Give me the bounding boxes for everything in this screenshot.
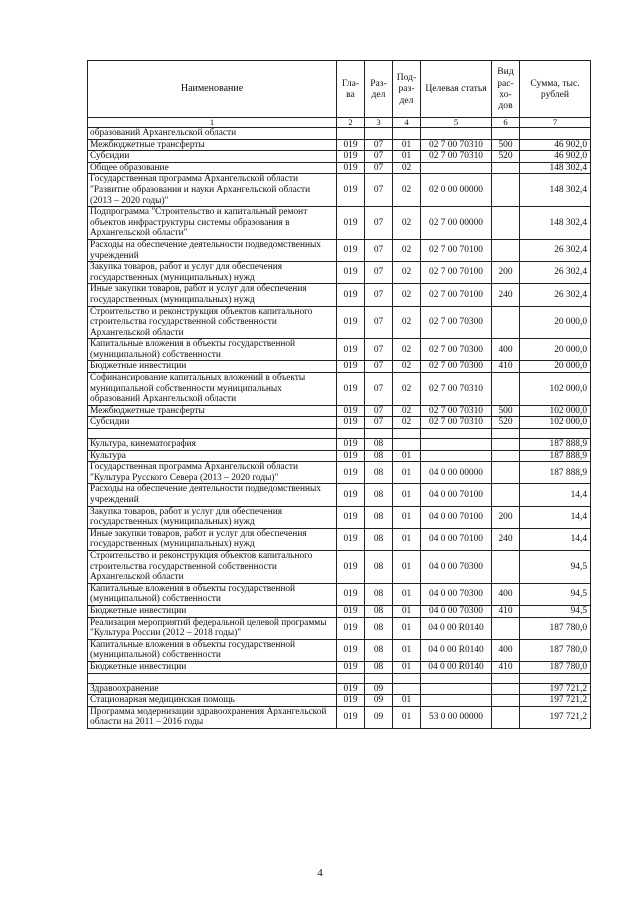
cell-vid — [492, 617, 520, 639]
cell-podrazdel — [393, 683, 421, 695]
cell-podrazdel: 01 — [393, 450, 421, 462]
cell-razdel — [365, 673, 393, 683]
cell-statya: 53 0 00 00000 — [421, 706, 492, 728]
cell-razdel: 07 — [365, 373, 393, 406]
cell-podrazdel — [393, 128, 421, 140]
cell-summa: 26 302,4 — [520, 239, 591, 261]
cell-statya — [421, 439, 492, 451]
cell-glava: 019 — [337, 207, 365, 240]
cell-glava: 019 — [337, 639, 365, 661]
table-row — [88, 417, 591, 429]
column-number: 3 — [365, 118, 393, 128]
cell-vid — [492, 439, 520, 451]
table-row — [88, 339, 591, 361]
cell-name: Иные закупки товаров, работ и услуг для обеспечения государственных (муниципальных) нужд — [88, 528, 337, 550]
cell-glava: 019 — [337, 405, 365, 417]
table-row — [88, 639, 591, 661]
cell-statya: 02 7 00 70300 — [421, 361, 492, 373]
cell-razdel: 08 — [365, 550, 393, 583]
cell-summa: 20 000,0 — [520, 361, 591, 373]
cell-podrazdel: 01 — [393, 583, 421, 605]
cell-vid — [492, 174, 520, 207]
cell-glava: 019 — [337, 706, 365, 728]
cell-statya: 02 7 00 70310 — [421, 151, 492, 163]
cell-summa: 20 000,0 — [520, 306, 591, 339]
table-row — [88, 450, 591, 462]
cell-name: Бюджетные инвестиции — [88, 361, 337, 373]
cell-podrazdel: 02 — [393, 373, 421, 406]
cell-name: Расходы на обеспечение деятельности подведомственных учреждений — [88, 239, 337, 261]
cell-podrazdel: 01 — [393, 639, 421, 661]
header-glava: Гла-ва — [337, 61, 365, 118]
table-row — [88, 583, 591, 605]
cell-name: Софинансирование капитальных вложений в объекты муниципальной собственности муниципальных образований Архангельской области — [88, 373, 337, 406]
cell-vid: 400 — [492, 639, 520, 661]
cell-statya — [421, 128, 492, 140]
cell-glava: 019 — [337, 139, 365, 151]
cell-statya: 02 7 00 70310 — [421, 417, 492, 429]
cell-podrazdel: 02 — [393, 361, 421, 373]
table-row — [88, 405, 591, 417]
cell-glava: 019 — [337, 683, 365, 695]
table-row — [88, 174, 591, 207]
cell-name: Культура — [88, 450, 337, 462]
cell-glava: 019 — [337, 462, 365, 484]
cell-vid — [492, 550, 520, 583]
column-number: 2 — [337, 118, 365, 128]
budget-table — [87, 60, 591, 729]
cell-summa: 26 302,4 — [520, 262, 591, 284]
cell-razdel: 08 — [365, 439, 393, 451]
cell-razdel: 08 — [365, 583, 393, 605]
cell-name: Закупка товаров, работ и услуг для обеспечения государственных (муниципальных) нужд — [88, 262, 337, 284]
cell-vid — [492, 673, 520, 683]
cell-vid: 500 — [492, 139, 520, 151]
table-row — [88, 706, 591, 728]
cell-podrazdel: 01 — [393, 484, 421, 506]
cell-podrazdel — [393, 673, 421, 683]
cell-vid — [492, 450, 520, 462]
cell-vid — [492, 484, 520, 506]
cell-vid — [492, 239, 520, 261]
cell-name: Бюджетные инвестиции — [88, 605, 337, 617]
cell-summa: 94,5 — [520, 605, 591, 617]
cell-name: Государственная программа Архангельской области "Развитие образования и науки Архангельской области (2013 – 2020 годы)" — [88, 174, 337, 207]
cell-statya — [421, 683, 492, 695]
cell-statya: 04 0 00 R0140 — [421, 639, 492, 661]
table-row — [88, 528, 591, 550]
table-row — [88, 361, 591, 373]
cell-podrazdel: 01 — [393, 506, 421, 528]
cell-glava: 019 — [337, 417, 365, 429]
cell-razdel: 08 — [365, 617, 393, 639]
cell-name: Субсидии — [88, 417, 337, 429]
cell-name: Капитальные вложения в объекты государственной (муниципальной) собственности — [88, 583, 337, 605]
cell-summa: 102 000,0 — [520, 405, 591, 417]
cell-summa: 187 888,9 — [520, 462, 591, 484]
column-number: 7 — [520, 118, 591, 128]
cell-statya: 04 0 00 R0140 — [421, 661, 492, 673]
cell-razdel: 08 — [365, 450, 393, 462]
cell-vid: 500 — [492, 405, 520, 417]
column-number: 6 — [492, 118, 520, 128]
cell-razdel: 07 — [365, 417, 393, 429]
cell-name: Межбюджетные трансферты — [88, 139, 337, 151]
cell-vid: 200 — [492, 506, 520, 528]
cell-statya: 04 0 00 70300 — [421, 550, 492, 583]
cell-podrazdel: 01 — [393, 706, 421, 728]
cell-razdel — [365, 429, 393, 439]
cell-razdel: 08 — [365, 484, 393, 506]
header-vid: Вид рас-хо-дов — [492, 61, 520, 118]
table-body — [88, 128, 591, 729]
cell-summa: 148 302,4 — [520, 174, 591, 207]
cell-name — [88, 673, 337, 683]
cell-summa: 187 888,9 — [520, 450, 591, 462]
cell-podrazdel: 02 — [393, 417, 421, 429]
cell-podrazdel: 01 — [393, 462, 421, 484]
cell-summa: 187 780,0 — [520, 639, 591, 661]
page-number: 4 — [317, 867, 323, 879]
column-number-row — [88, 118, 591, 128]
cell-podrazdel: 02 — [393, 339, 421, 361]
cell-podrazdel: 01 — [393, 661, 421, 673]
cell-summa: 26 302,4 — [520, 284, 591, 306]
cell-name: Государственная программа Архангельской области "Культура Русского Севера (2013 – 2020 годы)" — [88, 462, 337, 484]
table-row — [88, 262, 591, 284]
table-row — [88, 617, 591, 639]
cell-podrazdel: 01 — [393, 550, 421, 583]
cell-glava: 019 — [337, 361, 365, 373]
cell-podrazdel: 02 — [393, 207, 421, 240]
cell-razdel: 07 — [365, 339, 393, 361]
table-row — [88, 506, 591, 528]
column-number: 1 — [88, 118, 337, 128]
header-name: Наименование — [88, 61, 337, 118]
cell-podrazdel: 02 — [393, 405, 421, 417]
cell-razdel: 09 — [365, 706, 393, 728]
cell-name: Общее образование — [88, 162, 337, 174]
cell-glava: 019 — [337, 239, 365, 261]
cell-glava: 019 — [337, 528, 365, 550]
table-row — [88, 162, 591, 174]
cell-vid — [492, 683, 520, 695]
cell-name: Культура, кинематография — [88, 439, 337, 451]
table-row — [88, 373, 591, 406]
cell-statya — [421, 450, 492, 462]
cell-statya: 02 7 00 70100 — [421, 239, 492, 261]
cell-glava: 019 — [337, 605, 365, 617]
cell-podrazdel: 01 — [393, 617, 421, 639]
cell-glava — [337, 128, 365, 140]
cell-name: Межбюджетные трансферты — [88, 405, 337, 417]
cell-glava: 019 — [337, 695, 365, 707]
cell-vid — [492, 706, 520, 728]
cell-statya: 04 0 00 R0140 — [421, 617, 492, 639]
cell-glava — [337, 673, 365, 683]
cell-summa: 187 888,9 — [520, 439, 591, 451]
cell-glava: 019 — [337, 484, 365, 506]
cell-summa — [520, 673, 591, 683]
cell-podrazdel: 01 — [393, 605, 421, 617]
cell-glava: 019 — [337, 306, 365, 339]
cell-glava: 019 — [337, 373, 365, 406]
cell-statya: 04 0 00 00000 — [421, 462, 492, 484]
cell-summa: 148 302,4 — [520, 162, 591, 174]
cell-summa: 197 721,2 — [520, 695, 591, 707]
cell-razdel: 07 — [365, 306, 393, 339]
cell-name: Капитальные вложения в объекты государственной (муниципальной) собственности — [88, 639, 337, 661]
cell-glava: 019 — [337, 450, 365, 462]
cell-statya: 02 7 00 00000 — [421, 207, 492, 240]
table-header-row — [88, 61, 591, 118]
cell-summa: 14,4 — [520, 528, 591, 550]
cell-razdel: 07 — [365, 361, 393, 373]
cell-razdel: 07 — [365, 284, 393, 306]
cell-razdel: 07 — [365, 151, 393, 163]
cell-podrazdel — [393, 439, 421, 451]
cell-glava: 019 — [337, 174, 365, 207]
cell-vid: 240 — [492, 284, 520, 306]
cell-summa — [520, 429, 591, 439]
cell-vid: 520 — [492, 151, 520, 163]
cell-name: Капитальные вложения в объекты государственной (муниципальной) собственности — [88, 339, 337, 361]
column-number: 5 — [421, 118, 492, 128]
cell-vid — [492, 306, 520, 339]
table-row — [88, 151, 591, 163]
cell-razdel: 09 — [365, 695, 393, 707]
header-razdel: Раз-дел — [365, 61, 393, 118]
cell-name: Подпрограмма "Строительство и капитальный ремонт объектов инфраструктуры системы образования в Архангельской области" — [88, 207, 337, 240]
cell-glava: 019 — [337, 617, 365, 639]
cell-razdel — [365, 128, 393, 140]
cell-vid: 200 — [492, 262, 520, 284]
cell-vid — [492, 462, 520, 484]
cell-summa: 187 780,0 — [520, 617, 591, 639]
cell-statya: 02 0 00 00000 — [421, 174, 492, 207]
table-row — [88, 673, 591, 683]
cell-summa — [520, 128, 591, 140]
cell-razdel: 08 — [365, 639, 393, 661]
cell-summa: 102 000,0 — [520, 417, 591, 429]
cell-name: Строительство и реконструкция объектов капитального строительства государственной собственности Архангельской области — [88, 550, 337, 583]
cell-statya: 02 7 00 70100 — [421, 262, 492, 284]
cell-vid: 400 — [492, 339, 520, 361]
cell-statya — [421, 695, 492, 707]
cell-name — [88, 429, 337, 439]
cell-vid — [492, 429, 520, 439]
cell-statya — [421, 429, 492, 439]
cell-summa: 148 302,4 — [520, 207, 591, 240]
cell-statya: 04 0 00 70100 — [421, 506, 492, 528]
cell-razdel: 08 — [365, 528, 393, 550]
cell-glava — [337, 429, 365, 439]
cell-podrazdel: 02 — [393, 306, 421, 339]
cell-statya: 02 7 00 70310 — [421, 373, 492, 406]
cell-vid — [492, 207, 520, 240]
cell-glava: 019 — [337, 550, 365, 583]
cell-vid — [492, 373, 520, 406]
cell-summa: 14,4 — [520, 506, 591, 528]
cell-summa: 197 721,2 — [520, 706, 591, 728]
cell-statya: 04 0 00 70100 — [421, 484, 492, 506]
cell-podrazdel: 01 — [393, 139, 421, 151]
cell-razdel: 07 — [365, 405, 393, 417]
cell-razdel: 08 — [365, 661, 393, 673]
cell-vid: 400 — [492, 583, 520, 605]
cell-glava: 019 — [337, 506, 365, 528]
cell-statya: 02 7 00 70100 — [421, 284, 492, 306]
cell-statya: 02 7 00 70300 — [421, 339, 492, 361]
cell-vid — [492, 695, 520, 707]
table-row — [88, 462, 591, 484]
cell-name: Субсидии — [88, 151, 337, 163]
cell-glava: 019 — [337, 284, 365, 306]
cell-razdel: 07 — [365, 139, 393, 151]
cell-name: Расходы на обеспечение деятельности подведомственных учреждений — [88, 484, 337, 506]
cell-summa: 197 721,2 — [520, 683, 591, 695]
cell-summa: 94,5 — [520, 550, 591, 583]
table-row — [88, 439, 591, 451]
table-row — [88, 239, 591, 261]
cell-vid: 240 — [492, 528, 520, 550]
cell-glava: 019 — [337, 661, 365, 673]
cell-razdel: 07 — [365, 207, 393, 240]
cell-podrazdel — [393, 429, 421, 439]
table-row — [88, 139, 591, 151]
table-row — [88, 683, 591, 695]
cell-vid: 520 — [492, 417, 520, 429]
cell-name: Реализация мероприятий федеральной целевой программы "Культура России (2012 – 2018 годы)" — [88, 617, 337, 639]
cell-razdel: 07 — [365, 262, 393, 284]
cell-vid: 410 — [492, 661, 520, 673]
cell-glava: 019 — [337, 262, 365, 284]
column-number: 4 — [393, 118, 421, 128]
header-statya: Целевая статья — [421, 61, 492, 118]
cell-name: Стационарная медицинская помощь — [88, 695, 337, 707]
cell-name: Иные закупки товаров, работ и услуг для обеспечения государственных (муниципальных) нужд — [88, 284, 337, 306]
cell-razdel: 08 — [365, 462, 393, 484]
cell-name: Программа модернизации здравоохранения Архангельской области на 2011 – 2016 годы — [88, 706, 337, 728]
header-podrazdel: Под-раз-дел — [393, 61, 421, 118]
cell-razdel: 08 — [365, 605, 393, 617]
cell-glava: 019 — [337, 339, 365, 361]
cell-podrazdel: 02 — [393, 174, 421, 207]
cell-name: Здравоохранение — [88, 683, 337, 695]
cell-statya: 02 7 00 70300 — [421, 306, 492, 339]
cell-statya: 02 7 00 70310 — [421, 405, 492, 417]
cell-statya — [421, 673, 492, 683]
cell-statya: 04 0 00 70100 — [421, 528, 492, 550]
cell-statya: 04 0 00 70300 — [421, 583, 492, 605]
cell-razdel: 07 — [365, 162, 393, 174]
cell-glava: 019 — [337, 151, 365, 163]
cell-glava: 019 — [337, 162, 365, 174]
table-row — [88, 661, 591, 673]
cell-podrazdel: 01 — [393, 528, 421, 550]
cell-name: Закупка товаров, работ и услуг для обеспечения государственных (муниципальных) нужд — [88, 506, 337, 528]
table-row — [88, 128, 591, 140]
cell-razdel: 08 — [365, 506, 393, 528]
cell-statya: 02 7 00 70310 — [421, 139, 492, 151]
cell-podrazdel: 02 — [393, 162, 421, 174]
cell-statya: 04 0 00 70300 — [421, 605, 492, 617]
cell-razdel: 07 — [365, 174, 393, 207]
cell-summa: 46 902,0 — [520, 139, 591, 151]
cell-summa: 102 000,0 — [520, 373, 591, 406]
cell-statya — [421, 162, 492, 174]
cell-vid — [492, 128, 520, 140]
cell-name: образований Архангельской области — [88, 128, 337, 140]
cell-razdel: 09 — [365, 683, 393, 695]
table-row — [88, 429, 591, 439]
table-row — [88, 605, 591, 617]
table-row — [88, 284, 591, 306]
cell-summa: 46 902,0 — [520, 151, 591, 163]
table-row — [88, 306, 591, 339]
cell-vid: 410 — [492, 605, 520, 617]
cell-vid: 410 — [492, 361, 520, 373]
cell-glava: 019 — [337, 439, 365, 451]
table-row — [88, 484, 591, 506]
cell-podrazdel: 02 — [393, 239, 421, 261]
cell-summa: 14,4 — [520, 484, 591, 506]
cell-podrazdel: 02 — [393, 262, 421, 284]
header-summa: Сумма, тыс. рублей — [520, 61, 591, 118]
cell-glava: 019 — [337, 583, 365, 605]
table-row — [88, 207, 591, 240]
cell-razdel: 07 — [365, 239, 393, 261]
cell-podrazdel: 02 — [393, 284, 421, 306]
cell-summa: 20 000,0 — [520, 339, 591, 361]
cell-name: Строительство и реконструкция объектов капитального строительства государственной собственности Архангельской области — [88, 306, 337, 339]
cell-summa: 94,5 — [520, 583, 591, 605]
cell-summa: 187 780,0 — [520, 661, 591, 673]
table-row — [88, 695, 591, 707]
cell-podrazdel: 01 — [393, 695, 421, 707]
cell-name: Бюджетные инвестиции — [88, 661, 337, 673]
cell-podrazdel: 01 — [393, 151, 421, 163]
table-row — [88, 550, 591, 583]
cell-vid — [492, 162, 520, 174]
